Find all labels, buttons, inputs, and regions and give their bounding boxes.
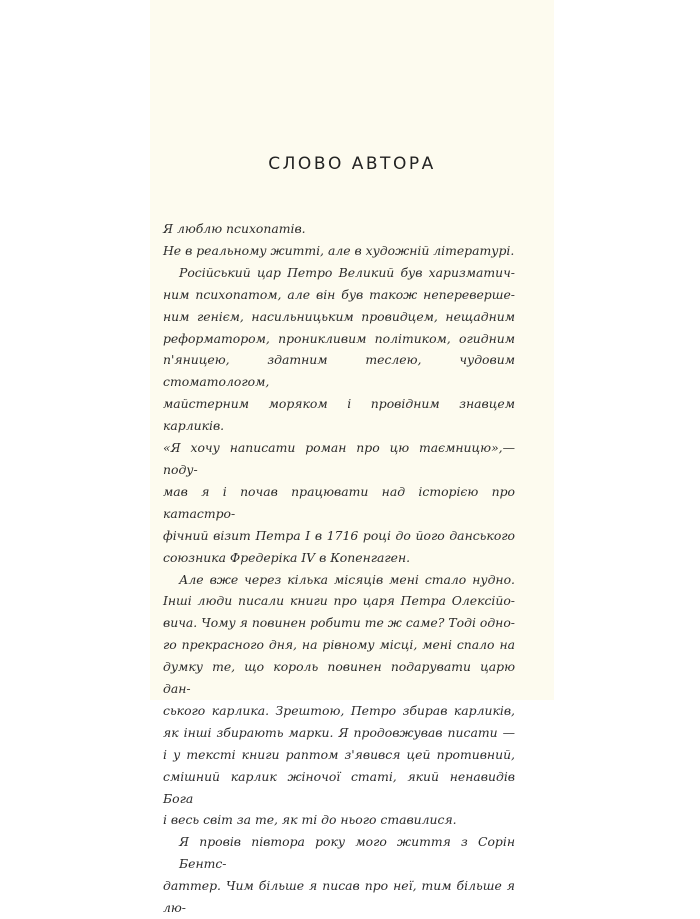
text-line: Але вже через кілька місяців мені стало нудно.	[179, 571, 515, 587]
text-line: Я провів півтора року мого життя з Сорін Бентс-	[179, 834, 515, 872]
text-line: вича. Чому я повинен робити те ж саме? Тоді одно-	[163, 615, 515, 631]
text-line: Інші люди писали книги про царя Петра Олексійо-	[163, 593, 515, 609]
text-line: Не в реальному житті, але в художній літературі.	[163, 242, 515, 258]
text-line: Я люблю психопатів.	[163, 221, 306, 236]
text-line: Російський цар Петро Великий був харизматич-	[179, 264, 515, 280]
text-line: як інші збирають марки. Я продовжував писати —	[163, 724, 515, 740]
text-line: фічний візит Петра I в 1716 році до його данського	[163, 527, 515, 543]
text-line: п'яницею, здатним теслею, чудовим стоматологом,	[163, 352, 515, 390]
text-line: го прекрасного дня, на рівному місці, мені спало на	[163, 637, 515, 653]
text-line: ського карлика. Зрештою, Петро збирав карликів,	[163, 702, 515, 718]
text-line: смішний карлик жіночої статі, який ненавидів Бога	[163, 768, 515, 806]
book-page	[150, 0, 554, 916]
text-line: даттер. Чим більше я писав про неї, тим більше я лю-	[163, 878, 515, 916]
chapter-title: СЛОВО АВТОРА	[268, 154, 436, 174]
text-line: майстерним моряком і провідним знавцем карликів.	[163, 396, 515, 434]
text-line: і весь світ за те, як ті до нього ставилися.	[163, 812, 457, 828]
text-line: ним генієм, насильницьким провидцем, нещадним	[163, 308, 515, 324]
body-text	[163, 218, 515, 919]
text-line: думку те, що король повинен подарувати царю дан-	[163, 659, 515, 697]
text-line: і у тексті книги раптом з'явився цей противний,	[163, 746, 515, 762]
text-line: мав я і почав працювати над історією про катастро-	[163, 483, 515, 521]
text-line: ним психопатом, але він був також неперевершe-	[163, 286, 515, 302]
text-line: союзника Фредеріка IV в Копенгаген.	[163, 549, 411, 565]
text-line: реформатором, проникливим політиком, огидним	[163, 330, 515, 346]
text-line: «Я хочу написати роман про цю таємницю»,— поду-	[163, 440, 515, 477]
